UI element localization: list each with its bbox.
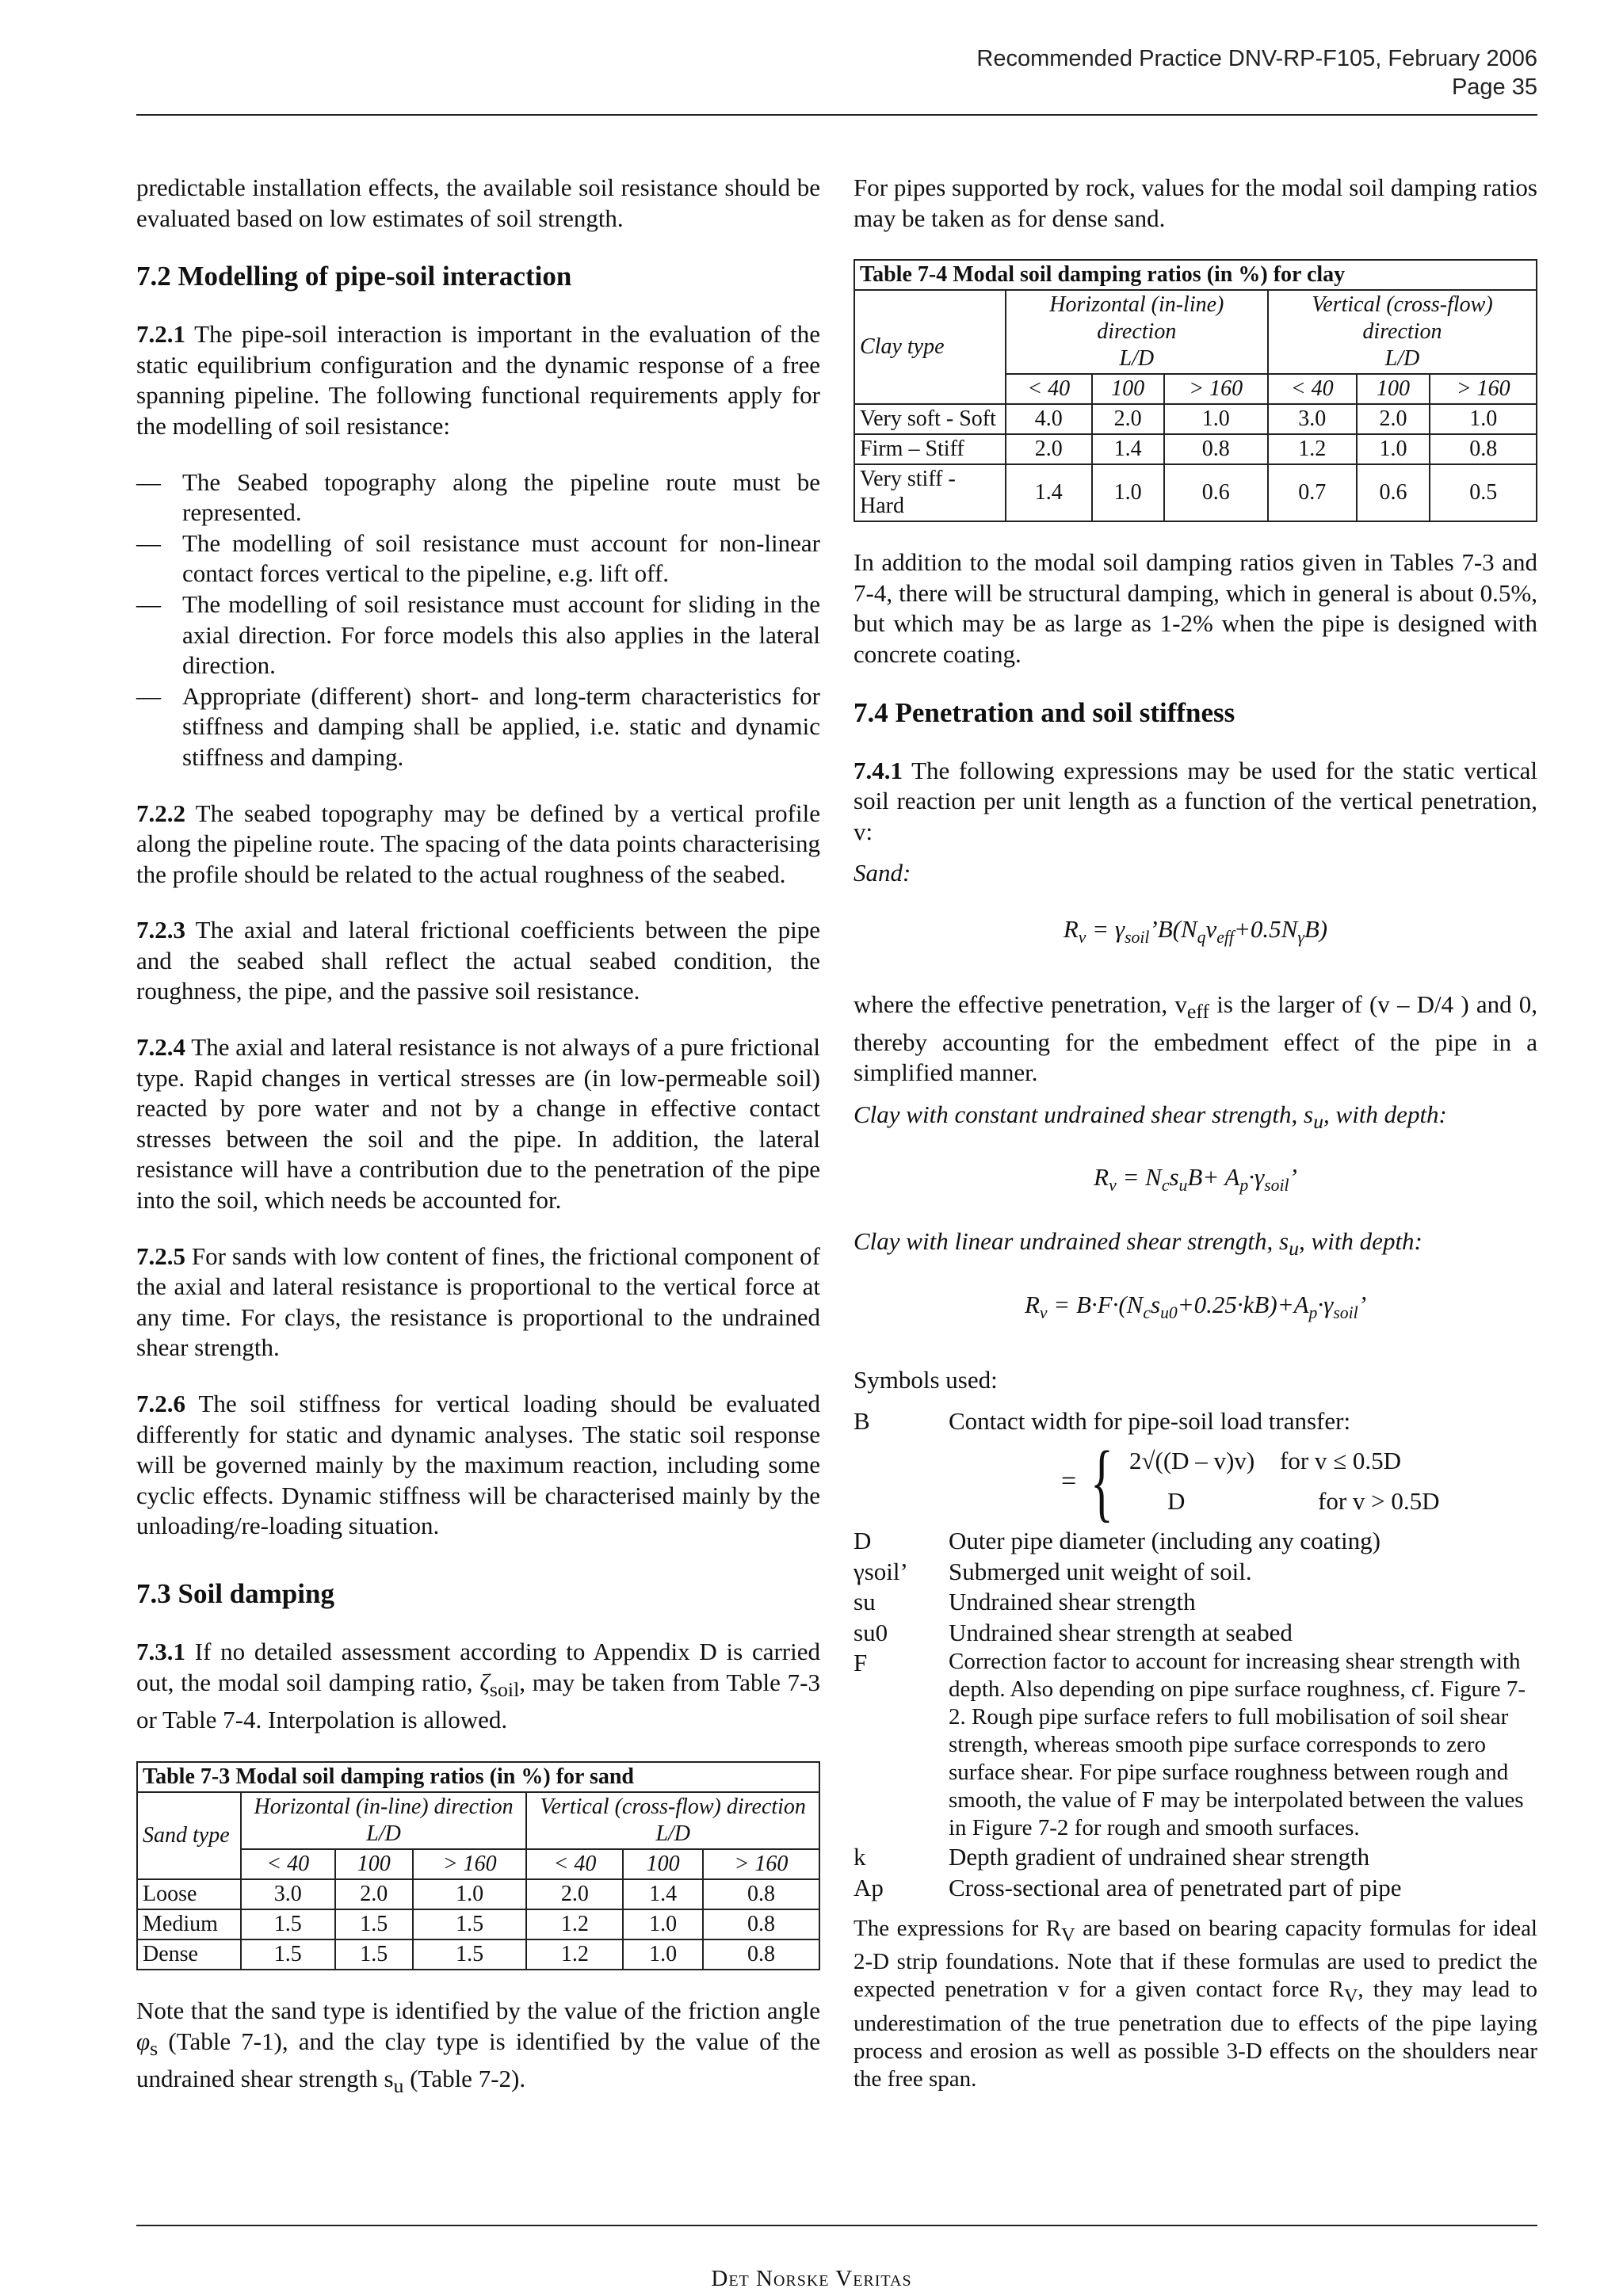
table-cell: 1.5 (335, 1939, 413, 1970)
table-cell: 2.0 (335, 1879, 413, 1909)
symbol-key: γsoil’ (854, 1557, 908, 1585)
requirements-list (136, 467, 820, 773)
symbol-row (854, 1557, 1537, 1588)
paragraph-number: 7.2.4 (136, 1033, 185, 1062)
table-caption: Table 7-3 Modal soil damping ratios (in %) for sand (137, 1762, 819, 1792)
column-header: 100 (335, 1849, 413, 1879)
symbol-key: k (854, 1843, 866, 1871)
bearing-capacity-paragraph (854, 1915, 1537, 2094)
paragraph-text: The soil stiffness for vertical loading should be evaluated differently for static and dynamic analyses. The static soil response will be governed mainly by the maximum reaction, including some cyclic effects. Dynamic stiffness will be characterised mainly by the unloading/re-loading situation. (136, 1390, 820, 1540)
table-cell: 1.0 (1092, 464, 1164, 521)
list-item-text: Appropriate (different) short- and long-term characteristics for stiffness and damping shall be applied, i.e. static and dynamic stiffness and damping. (182, 681, 820, 771)
equals-sign: = (1061, 1466, 1077, 1496)
list-item (136, 681, 820, 773)
subscript: V (1343, 1985, 1358, 2008)
paragraph-text: is the larger of (v – D/4 ) and 0, thereby accounting for the embedment effect of the pipe in a simplified manner. (854, 990, 1537, 1087)
paragraph-text: , they may lead to underestimation of the true penetration due to effects of the pipe laying process and erosion as well as possible 3-D effects on the shoulders near the free span. (854, 1977, 1538, 2092)
subscript: soil (489, 1677, 520, 1701)
paragraph-7-2-6 (136, 1389, 820, 1542)
rock-note: For pipes supported by rock, values for the modal soil damping ratios may be taken as for dense sand. (854, 174, 1537, 232)
table-cell: 1.0 (623, 1939, 703, 1970)
table-cell: 1.5 (413, 1909, 527, 1939)
case-condition: for v ≤ 0.5D (1280, 1447, 1402, 1475)
note-text: Note that the sand type is identified by the value of the friction angle (136, 1996, 820, 2024)
note-text: (Table 7-1), and the clay type is identified by the value of the undrained shear strength s (136, 2027, 820, 2093)
paragraph-number: 7.3.1 (136, 1637, 185, 1665)
sand-label (854, 858, 1537, 889)
table-cell: 1.0 (623, 1909, 703, 1939)
case-row (1129, 1446, 1440, 1477)
table-cell: 2.0 (1357, 404, 1430, 434)
symbol-row (854, 1873, 1537, 1904)
table-cell: 1.5 (335, 1909, 413, 1939)
column-header: 100 (1357, 374, 1430, 404)
symbols-used-label: Symbols used: (854, 1365, 998, 1394)
paragraph-text: The following expressions may be used for the static vertical soil reaction per unit length as a function of the vertical penetration, v: (854, 756, 1537, 845)
symbol-row (854, 1842, 1537, 1873)
clay-linear-label (854, 1226, 1537, 1264)
table-cell: 0.6 (1357, 464, 1430, 521)
paragraph-7-2-5 (136, 1241, 820, 1363)
table-cell: 1.0 (1430, 404, 1537, 434)
ld-label: L/D (1384, 346, 1420, 372)
paragraph-text: For sands with low content of fines, the frictional component of the axial and lateral resistance is proportional to the vertical force at any time. For clays, the resistance is proportional to the undrained shear strength. (136, 1241, 820, 1362)
group-header-text: Vertical (cross-flow) direction (1312, 292, 1493, 345)
row-label: Medium (137, 1909, 241, 1939)
table-cell: 0.8 (1164, 434, 1268, 464)
paragraph-number: 7.4.1 (854, 756, 903, 784)
table-cell: 0.8 (703, 1909, 819, 1939)
paragraph-text: The pipe-soil interaction is important in the evaluation of the static equilibrium configuration and the dynamic response of a free spanning pipeline. The following functional requirements apply for the modelling of soil resistance: (136, 320, 820, 440)
dash-bullet: — (136, 528, 161, 557)
ld-label: L/D (1119, 346, 1155, 372)
symbol-description: Depth gradient of undrained shear strength (949, 1843, 1370, 1871)
label-text: , with depth: (1323, 1100, 1447, 1128)
symbol-description: Undrained shear strength (949, 1588, 1196, 1616)
row-header: Clay type (854, 290, 1006, 404)
paragraph-text: The expressions for R (854, 1915, 1062, 1941)
table-cell: 1.0 (1164, 404, 1268, 434)
effective-penetration-paragraph (854, 990, 1537, 1089)
table-7-4 (854, 259, 1537, 522)
section-7-4-heading: 7.4 Penetration and soil stiffness (854, 696, 1235, 728)
ld-label: L/D (366, 1821, 401, 1846)
clay-linear-equation: $R_v = B\cdot F\cdot(N_cs_{u0}+0.25\cdot kB)+A_p\cdot\gamma_{soil}$’ (1024, 1291, 1367, 1323)
column-header: < 40 (241, 1849, 335, 1879)
table-cell: 1.4 (1092, 434, 1164, 464)
column-header: > 160 (1430, 374, 1537, 404)
symbol-description: Contact width for pipe-soil load transfer: (949, 1407, 1351, 1436)
table-cell: 1.0 (1357, 434, 1430, 464)
paragraph-7-2-3 (136, 915, 820, 1007)
symbol-row (854, 1648, 1537, 1842)
group-header (1268, 290, 1537, 374)
list-item (136, 589, 820, 681)
table-cell: 1.4 (1006, 464, 1092, 521)
symbols-list (854, 1406, 1537, 1903)
label-text: Clay with constant undrained shear strength, s (854, 1100, 1314, 1128)
left-column (136, 173, 820, 2102)
list-item (136, 528, 820, 589)
row-label: Loose (137, 1879, 241, 1909)
paragraph-text: where the effective penetration, v (854, 990, 1187, 1018)
right-column (854, 173, 1537, 2093)
paragraph-text: The axial and lateral frictional coefficients between the pipe and the seabed shall reflect the actual seabed condition, the roughness, the pipe, and the passive soil resistance. (136, 916, 820, 1005)
table-cell: 4.0 (1006, 404, 1092, 434)
column-header: > 160 (413, 1849, 527, 1879)
table-cell: 1.0 (413, 1879, 527, 1909)
section-7-3-heading: 7.3 Soil damping (136, 1577, 334, 1609)
note-text: (Table 7-2). (403, 2065, 526, 2093)
clay-constant-equation: $R_v = N_cs_uB+ A_p\cdot\gamma_{soil}$’ (1094, 1163, 1297, 1196)
sand-clay-note (136, 1996, 820, 2102)
row-label: Dense (137, 1939, 241, 1970)
symbol-key: B (854, 1407, 870, 1436)
list-item-text: The modelling of soil resistance must account for non-linear contact forces vertical to the pipeline, e.g. lift off. (182, 528, 820, 588)
paragraph-7-2-2 (136, 799, 820, 891)
table-cell: 1.4 (623, 1879, 703, 1909)
column-header: < 40 (1268, 374, 1357, 404)
ld-label: L/D (655, 1821, 691, 1846)
column-header: > 160 (703, 1849, 819, 1879)
table-cell: 1.2 (526, 1909, 623, 1939)
symbol-key: su (854, 1588, 876, 1616)
group-header-text: Horizontal (in-line) direction (1049, 292, 1224, 345)
table-cell: 2.0 (1006, 434, 1092, 464)
group-header-text: Horizontal (in-line) direction (254, 1794, 514, 1819)
table-row (137, 1879, 819, 1909)
group-header (241, 1792, 527, 1849)
paragraph-text: The axial and lateral resistance is not always of a pure frictional type. Rapid changes in vertical stresses are (in low-permeable soil) reacted by pore water and not by a change in effective contact stresses between the soil and the pipe. In addition, the lateral resistance will have a contribution due to the penetration of the pipe into the soil, which needs be accounted for. (136, 1033, 820, 1215)
table-row (137, 1909, 819, 1939)
table-cell: 0.7 (1268, 464, 1357, 521)
symbol-key: D (854, 1527, 872, 1554)
column-header: 100 (1092, 374, 1164, 404)
list-item-text: The modelling of soil resistance must account for sliding in the axial direction. For force models this also applies in the lateral direction. (182, 589, 820, 680)
table-cell: 1.5 (413, 1939, 527, 1970)
list-item-text: The Seabed topography along the pipeline route must be represented. (182, 467, 820, 527)
table-cell: 2.0 (526, 1879, 623, 1909)
group-header (1006, 290, 1268, 374)
label-text: Clay with linear undrained shear strength, s (854, 1227, 1289, 1256)
symbol-description: Outer pipe diameter (including any coating) (949, 1527, 1381, 1554)
row-label: Very stiff - Hard (854, 464, 1006, 521)
zeta-symbol: ζ (479, 1668, 490, 1696)
paragraph-text: , may be taken from Table 7-3 or Table 7-4. Interpolation is allowed. (136, 1668, 820, 1734)
table-cell: 2.0 (1092, 404, 1164, 434)
table-row (854, 464, 1537, 521)
header-title: Recommended Practice DNV-RP-F105, February 2006 (976, 46, 1537, 71)
dash-bullet: — (136, 467, 161, 496)
paragraph-text: The seabed topography may be defined by a vertical profile along the pipeline route. The spacing of the data points characterising the profile should be related to the actual roughness of the seabed. (136, 799, 820, 888)
case-condition: for v > 0.5D (1318, 1487, 1440, 1515)
dash-bullet: — (136, 681, 161, 710)
paragraph-number: 7.2.2 (136, 799, 185, 827)
subscript: u (1289, 1237, 1300, 1261)
table-cell: 3.0 (1268, 404, 1357, 434)
column-header: < 40 (526, 1849, 623, 1879)
subscript: eff (1186, 999, 1210, 1023)
subscript: u (1313, 1109, 1324, 1133)
table-cell: 0.8 (703, 1939, 819, 1970)
paragraph-number: 7.2.3 (136, 916, 185, 944)
paragraph-7-4-1 (854, 756, 1537, 848)
table-cell: 0.8 (1430, 434, 1537, 464)
contact-width-cases (1061, 1433, 1537, 1530)
header-page-number: Page 35 (1451, 74, 1537, 100)
table-7-3 (136, 1761, 820, 1970)
group-header (526, 1792, 819, 1849)
dash-bullet: — (136, 589, 161, 618)
symbol-row (854, 1406, 1537, 1437)
symbol-row (854, 1526, 1537, 1557)
table-cell: 3.0 (241, 1879, 335, 1909)
case-row (1129, 1486, 1440, 1517)
table-cell: 0.5 (1430, 464, 1537, 521)
row-label: Very soft - Soft (854, 404, 1006, 434)
table-cell: 1.2 (1268, 434, 1357, 464)
symbol-row (854, 1618, 1537, 1649)
paragraph-number: 7.2.1 (136, 320, 185, 349)
row-header: Sand type (137, 1792, 241, 1879)
intro-paragraph: predictable installation effects, the available soil resistance should be evaluated based on low estimates of soil strength. (136, 174, 820, 232)
table-row (137, 1939, 819, 1970)
column-header: 100 (623, 1849, 703, 1879)
symbol-description: Undrained shear strength at seabed (949, 1618, 1293, 1646)
symbol-description: Submerged unit weight of soil. (949, 1557, 1252, 1585)
paragraph-7-2-4 (136, 1032, 820, 1216)
paragraph-text: If no detailed assessment according to Appendix D is carried out, the modal soil damping ratio, (136, 1637, 820, 1696)
paragraph-7-3-1 (136, 1637, 820, 1736)
paragraph-number: 7.2.6 (136, 1390, 185, 1417)
left-brace-icon: { (1090, 1433, 1114, 1530)
group-header-text: Vertical (cross-flow) direction (540, 1794, 806, 1819)
symbol-description: Cross-sectional area of penetrated part of pipe (949, 1873, 1402, 1901)
table-cell: 0.8 (703, 1879, 819, 1909)
symbol-row (854, 1587, 1537, 1618)
column-header: < 40 (1006, 374, 1092, 404)
table-caption: Table 7-4 Modal soil damping ratios (in %) for clay (854, 260, 1537, 290)
symbol-key: F (854, 1649, 868, 1677)
symbol-key: su0 (854, 1618, 888, 1646)
footer-rule (136, 2225, 1537, 2226)
case-expression: D (1167, 1487, 1186, 1515)
structural-damping-paragraph: In addition to the modal soil damping ratios given in Tables 7-3 and 7-4, there will be structural damping, which in general is about 0.5%, but which may be as large as 1-2% when the pipe is designed with concrete coating. (854, 548, 1537, 668)
paragraph-number: 7.2.5 (136, 1241, 185, 1270)
label-text: , with depth: (1299, 1227, 1423, 1256)
subscript: u (393, 2074, 404, 2098)
table-cell: 1.2 (526, 1939, 623, 1970)
symbol-key: Ap (854, 1873, 884, 1901)
column-header: > 160 (1164, 374, 1268, 404)
table-cell: 1.5 (241, 1939, 335, 1970)
paragraph-text: are based on bearing capacity formulas for ideal 2-D strip foundations. Note that if these formulas are used to predict the expected penetration v for a given contact force R (854, 1915, 1537, 2003)
footer-publisher: Det Norske Veritas (711, 2266, 912, 2291)
subscript: V (1061, 1924, 1075, 1946)
table-cell: 1.5 (241, 1909, 335, 1939)
table-row (854, 434, 1537, 464)
sand-equation: $R_v$ = $\gamma_{soil}’B(N_qv_{eff}+0.5N_\gamma B)$ (1063, 914, 1328, 948)
paragraph-7-2-1 (136, 319, 820, 441)
row-label: Firm – Stiff (854, 434, 1006, 464)
symbol-description: Correction factor to account for increasing shear strength with depth. Also depending on pipe surface roughness, cf. Figure 7-2. Rough pipe surface refers to full mobilisation of soil shear strength, whereas smooth pipe surface corresponds to zero surface shear. For pipe surface roughness between rough and smooth, the value of F may be interpolated between the values in Figure 7-2 for rough and smooth surfaces. (949, 1649, 1526, 1841)
clay-constant-label (854, 1100, 1537, 1138)
subscript: s (150, 2036, 158, 2060)
table-row (854, 404, 1537, 434)
running-header (976, 44, 1537, 101)
phi-symbol: φ (136, 2027, 151, 2055)
sand-label-text: Sand: (854, 859, 911, 887)
case-expression: 2√((D – v)v) (1129, 1447, 1255, 1475)
header-rule (136, 114, 1537, 116)
list-item (136, 467, 820, 528)
case-rows (1129, 1446, 1440, 1516)
section-7-2-heading: 7.2 Modelling of pipe-soil interaction (136, 261, 572, 292)
table-cell: 0.6 (1164, 464, 1268, 521)
